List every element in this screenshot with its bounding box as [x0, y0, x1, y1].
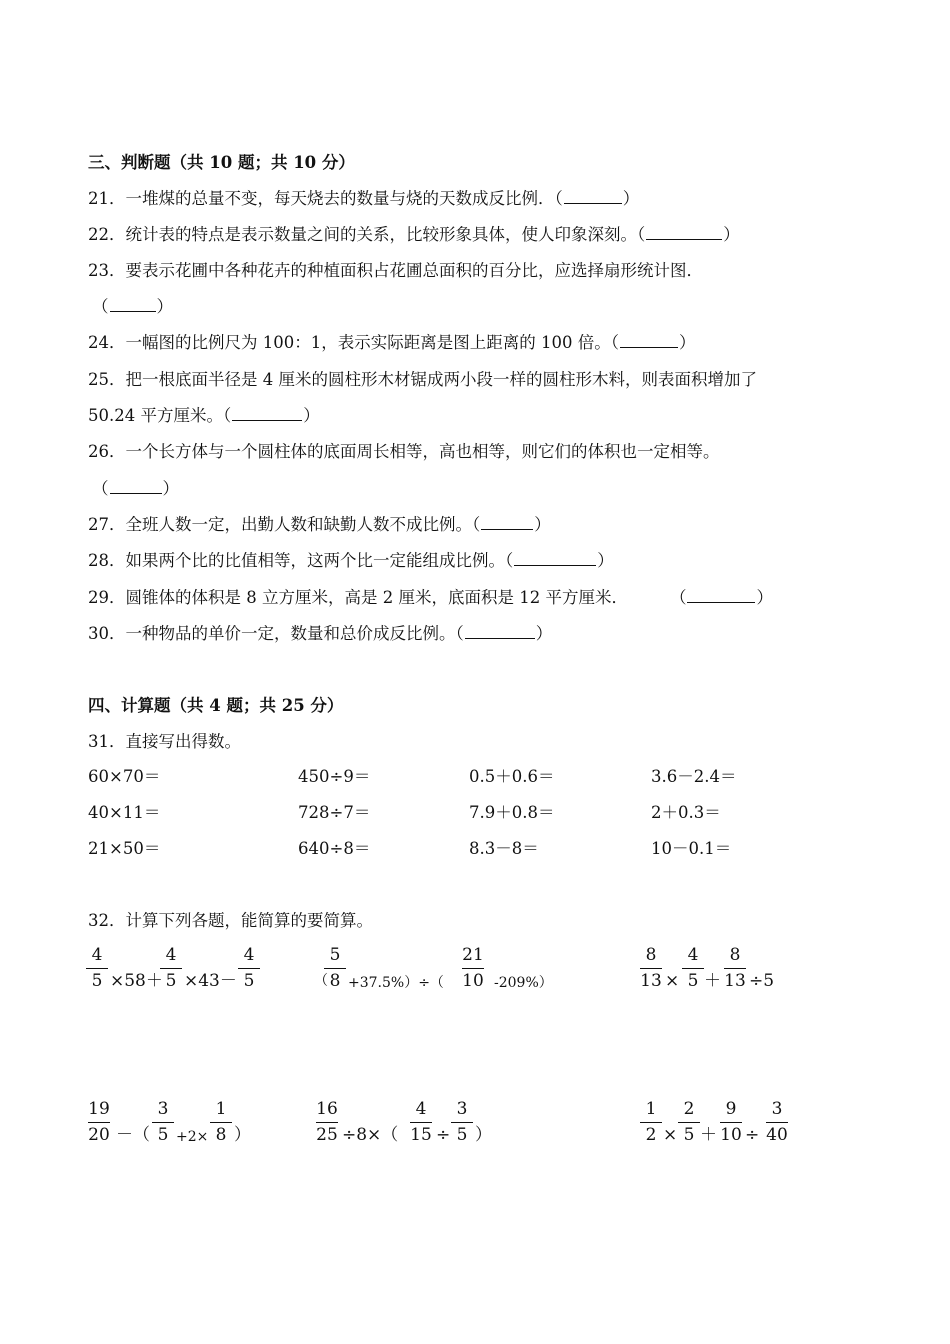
question-21: 21．一堆煤的总量不变，每天烧去的数量与烧的天数成反比例．（ ） [88, 189, 640, 208]
fraction: 9 10 [720, 1099, 742, 1145]
fraction: 19 20 [88, 1099, 110, 1145]
section4-heading: 四、计算题（共 4 题；共 25 分） [88, 696, 344, 715]
math-item: 0.5＋0.6＝ [469, 767, 555, 786]
expression-1: 4 5 ×58＋ 4 5 ×43－ 4 5 [84, 942, 284, 1002]
fraction: 8 13 [724, 945, 746, 991]
question-32-title: 32．计算下列各题，能简算的要简算。 [88, 911, 373, 930]
math-item: 640÷8＝ [298, 839, 371, 858]
question-28: 28．如果两个比的比值相等，这两个比一定能组成比例。（ ） [88, 551, 614, 570]
fraction: 21 10 [462, 945, 484, 991]
answer-blank[interactable] [481, 514, 533, 530]
fraction: 4 15 [410, 1099, 432, 1145]
fraction: 4 5 [680, 942, 706, 998]
question-30: 30．一种物品的单价一定，数量和总价成反比例。（ ） [88, 624, 553, 643]
answer-blank[interactable] [110, 296, 156, 312]
fraction: 1 2 [638, 1096, 664, 1152]
question-23: 23．要表示花圃中各种花卉的种植面积占花圃总面积的百分比，应选择扇形统计图． [88, 261, 703, 280]
question-23-answer: （ ） [92, 297, 173, 316]
question-26: 26．一个长方体与一个圆柱体的底面周长相等，高也相等，则它们的体积也一定相等。 [88, 442, 720, 461]
answer-blank[interactable] [110, 478, 162, 494]
fraction: 3 5 [449, 1096, 475, 1152]
expression-2: （ 5 8 +37.5%）÷（ 21 10 -209%） [314, 942, 574, 1002]
answer-blank[interactable] [465, 623, 535, 639]
math-item: 21×50＝ [88, 839, 161, 858]
math-item: 10－0.1＝ [651, 839, 732, 858]
fraction: 1 8 [208, 1096, 234, 1152]
answer-blank[interactable] [564, 188, 622, 204]
math-item: 40×11＝ [88, 803, 161, 822]
math-item: 3.6－2.4＝ [651, 767, 737, 786]
math-item: 450÷9＝ [298, 767, 371, 786]
fraction: 5 8 [322, 942, 348, 998]
answer-blank[interactable] [646, 224, 722, 240]
question-31-title: 31．直接写出得数。 [88, 732, 241, 751]
question-26-answer: （ ） [92, 479, 179, 498]
fraction: 3 40 [766, 1099, 788, 1145]
fraction: 4 5 [236, 942, 262, 998]
question-25-answer: 50.24 平方厘米。（ ） [88, 406, 320, 425]
question-24: 24．一幅图的比例尺为 100：1，表示实际距离是图上距离的 100 倍。（ ） [88, 333, 696, 352]
expression-6: 1 2 × 2 5 ＋ 9 10 ÷ 3 40 [638, 1096, 808, 1156]
section3-heading: 三、判断题（共 10 题；共 10 分） [88, 153, 355, 172]
answer-blank[interactable] [687, 587, 755, 603]
fraction: 3 5 [150, 1096, 176, 1152]
math-item: 2＋0.3＝ [651, 803, 721, 822]
fraction: 4 5 [84, 942, 110, 998]
answer-blank[interactable] [514, 550, 596, 566]
math-item: 728÷7＝ [298, 803, 371, 822]
fraction: 16 25 [316, 1099, 338, 1145]
question-25: 25．把一根底面半径是 4 厘米的圆柱形木材锯成两小段一样的圆柱形木料，则表面积增加了 [88, 370, 757, 389]
math-item: 60×70＝ [88, 767, 161, 786]
expression-5: 16 25 ÷8×（ 4 15 ÷ 3 5 ） [314, 1096, 514, 1156]
fraction: 2 5 [676, 1096, 702, 1152]
question-22: 22．统计表的特点是表示数量之间的关系，比较形象具体，使人印象深刻。（ ） [88, 225, 740, 244]
fraction: 8 13 [640, 945, 662, 991]
fraction: 4 5 [158, 942, 184, 998]
answer-blank[interactable] [620, 332, 678, 348]
answer-blank[interactable] [232, 405, 302, 421]
math-item: 8.3－8＝ [469, 839, 539, 858]
question-27: 27．全班人数一定，出勤人数和缺勤人数不成比例。（ ） [88, 515, 551, 534]
expression-3: 8 13 × 4 5 ＋ 8 13 ÷5 [638, 942, 808, 1002]
expression-4: 19 20 －（ 3 5 +2× 1 8 ） [86, 1096, 266, 1156]
question-29: 29．圆锥体的体积是 8 立方厘米，高是 2 厘米，底面积是 12 平方厘米． （ ） [88, 588, 773, 607]
math-item: 7.9＋0.8＝ [469, 803, 555, 822]
